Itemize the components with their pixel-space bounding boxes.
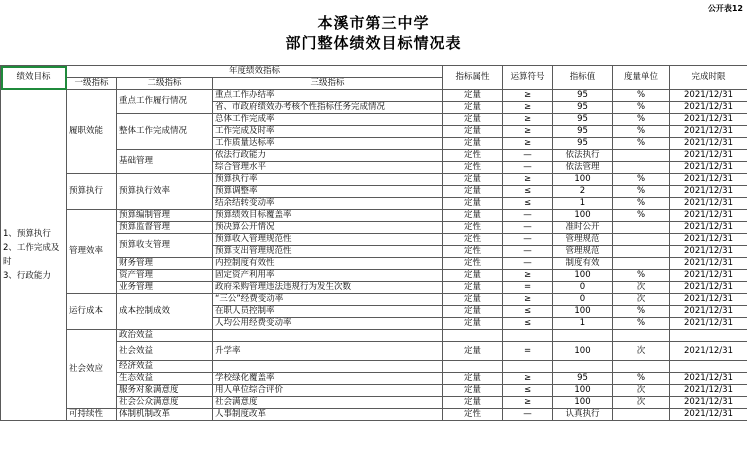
deadline-cell[interactable]: 2021/12/31 (670, 138, 747, 150)
value-cell[interactable]: 0 (553, 294, 613, 306)
operator-cell[interactable]: — (503, 150, 553, 162)
deadline-cell[interactable]: 2021/12/31 (670, 282, 747, 294)
level3-cell[interactable]: 人均公用经费变动率 (213, 318, 443, 330)
unit-cell[interactable] (613, 258, 670, 270)
operator-cell[interactable]: ≥ (503, 174, 553, 186)
table-row (1, 90, 747, 102)
value-cell[interactable]: 准时公开 (553, 222, 613, 234)
level2-cell[interactable]: 预算监督管理 (117, 222, 213, 234)
deadline-cell[interactable]: 2021/12/31 (670, 258, 747, 270)
value-cell[interactable]: 2 (553, 186, 613, 198)
attr-cell[interactable]: 定量 (443, 270, 503, 282)
operator-header[interactable]: 运算符号 (503, 66, 553, 90)
deadline-cell[interactable]: 2021/12/31 (670, 210, 747, 222)
page-title: 本溪市第三中学 (317, 14, 430, 32)
level3-cell[interactable]: 预算收入管理规范性 (213, 234, 443, 246)
level3-cell[interactable]: 重点工作办结率 (213, 90, 443, 102)
table-row (1, 330, 747, 342)
page-subtitle: 部门整体绩效目标情况表 (285, 34, 462, 52)
attr-cell[interactable]: 定量 (443, 306, 503, 318)
attr-cell[interactable]: 定量 (443, 282, 503, 294)
value-header[interactable]: 指标值 (553, 66, 613, 90)
attr-cell[interactable]: 定量 (443, 385, 503, 397)
operator-cell[interactable]: — (503, 210, 553, 222)
deadline-cell[interactable] (670, 361, 747, 373)
goal-line: 1、预算执行 (3, 229, 51, 239)
deadline-cell[interactable]: 2021/12/31 (670, 198, 747, 210)
value-cell[interactable]: 100 (553, 385, 613, 397)
operator-cell[interactable]: ≥ (503, 102, 553, 114)
operator-cell[interactable]: — (503, 162, 553, 174)
level2-cell[interactable]: 社会公众满意度 (117, 397, 213, 409)
unit-cell[interactable]: % (613, 138, 670, 150)
deadline-cell[interactable]: 2021/12/31 (670, 409, 747, 421)
unit-cell[interactable]: % (613, 198, 670, 210)
level3-cell[interactable]: 固定资产利用率 (213, 270, 443, 282)
level3-cell[interactable]: 在职人员控制率 (213, 306, 443, 318)
attr-header[interactable]: 指标属性 (443, 66, 503, 90)
value-cell[interactable]: 1 (553, 198, 613, 210)
level2-cell[interactable]: 财务管理 (117, 258, 213, 270)
performance-table (0, 65, 747, 421)
unit-cell[interactable]: % (613, 114, 670, 126)
value-cell[interactable]: 管理规范 (553, 246, 613, 258)
value-cell[interactable]: 制度有效 (553, 258, 613, 270)
operator-cell[interactable]: = (503, 282, 553, 294)
value-cell[interactable] (553, 330, 613, 342)
level2-cell[interactable]: 政治效益 (117, 330, 213, 342)
operator-cell[interactable]: ≤ (503, 318, 553, 330)
unit-cell[interactable] (613, 409, 670, 421)
level2-cell[interactable]: 服务对象满意度 (117, 385, 213, 397)
goal-header-cell[interactable]: 绩效目标 (1, 66, 67, 90)
operator-cell[interactable]: ≥ (503, 138, 553, 150)
annual-indicators-header[interactable]: 年度绩效指标 (67, 66, 443, 78)
value-cell[interactable]: 0 (553, 282, 613, 294)
value-cell[interactable]: 100 (553, 270, 613, 282)
unit-cell[interactable]: % (613, 126, 670, 138)
table-row (1, 174, 747, 186)
level3-cell[interactable]: 工作质量达标率 (213, 138, 443, 150)
level1-cell[interactable]: 社会效应 (67, 330, 117, 409)
deadline-cell[interactable]: 2021/12/31 (670, 126, 747, 138)
attr-cell[interactable]: 定量 (443, 294, 503, 306)
level1-header[interactable]: 一级指标 (67, 78, 117, 90)
deadline-cell[interactable]: 2021/12/31 (670, 270, 747, 282)
unit-cell[interactable]: 次 (613, 294, 670, 306)
level2-cell[interactable]: 预算编制管理 (117, 210, 213, 222)
unit-cell[interactable] (613, 234, 670, 246)
unit-cell[interactable] (613, 361, 670, 373)
operator-cell[interactable]: — (503, 258, 553, 270)
deadline-cell[interactable]: 2021/12/31 (670, 114, 747, 126)
level3-cell[interactable] (213, 330, 443, 342)
goal-line: 2、工作完成及时 (3, 243, 60, 267)
unit-cell[interactable] (613, 162, 670, 174)
level1-cell[interactable]: 履职效能 (67, 90, 117, 174)
deadline-cell[interactable]: 2021/12/31 (670, 234, 747, 246)
level2-cell[interactable]: 体制机制改革 (117, 409, 213, 421)
attr-cell[interactable]: 定性 (443, 246, 503, 258)
unit-cell[interactable]: % (613, 102, 670, 114)
deadline-cell[interactable]: 2021/12/31 (670, 102, 747, 114)
deadline-cell[interactable]: 2021/12/31 (670, 222, 747, 234)
level3-cell[interactable]: 预算调整率 (213, 186, 443, 198)
unit-cell[interactable]: % (613, 373, 670, 385)
attr-cell[interactable]: 定量 (443, 174, 503, 186)
level2-cell[interactable]: 社会效益 (117, 342, 213, 361)
value-cell[interactable]: 依法执行 (553, 150, 613, 162)
level2-cell[interactable]: 经济效益 (117, 361, 213, 373)
unit-cell[interactable] (613, 222, 670, 234)
deadline-cell[interactable]: 2021/12/31 (670, 318, 747, 330)
table-row (1, 409, 747, 421)
level3-cell[interactable]: 预决算公开情况 (213, 222, 443, 234)
operator-cell[interactable]: ≥ (503, 90, 553, 102)
level3-cell[interactable]: 学校绿化覆盖率 (213, 373, 443, 385)
value-cell[interactable]: 100 (553, 174, 613, 186)
attr-cell[interactable]: 定量 (443, 102, 503, 114)
deadline-cell[interactable]: 2021/12/31 (670, 373, 747, 385)
deadline-cell[interactable]: 2021/12/31 (670, 397, 747, 409)
unit-cell[interactable]: % (613, 210, 670, 222)
level3-cell[interactable]: 综合管理水平 (213, 162, 443, 174)
attr-cell[interactable]: 定量 (443, 126, 503, 138)
value-cell[interactable]: 95 (553, 373, 613, 385)
level3-cell[interactable]: 总体工作完成率 (213, 114, 443, 126)
attr-cell[interactable]: 定量 (443, 342, 503, 361)
deadline-cell[interactable]: 2021/12/31 (670, 342, 747, 361)
operator-cell[interactable]: ≤ (503, 306, 553, 318)
attr-cell[interactable]: 定性 (443, 258, 503, 270)
operator-cell[interactable]: ≥ (503, 373, 553, 385)
value-cell[interactable]: 95 (553, 90, 613, 102)
table-row (1, 294, 747, 306)
unit-cell[interactable]: % (613, 270, 670, 282)
deadline-cell[interactable]: 2021/12/31 (670, 385, 747, 397)
operator-cell[interactable]: ≤ (503, 198, 553, 210)
unit-cell[interactable] (613, 330, 670, 342)
unit-cell[interactable] (613, 150, 670, 162)
level3-cell[interactable]: 预算支出管理规范性 (213, 246, 443, 258)
value-cell[interactable]: 95 (553, 126, 613, 138)
level3-cell[interactable] (213, 361, 443, 373)
unit-cell[interactable] (613, 246, 670, 258)
value-cell[interactable] (553, 361, 613, 373)
attr-cell[interactable]: 定量 (443, 138, 503, 150)
attr-cell[interactable]: 定性 (443, 150, 503, 162)
operator-cell[interactable]: — (503, 234, 553, 246)
level3-cell[interactable]: 结余结转变动率 (213, 198, 443, 210)
attr-cell[interactable]: 定量 (443, 397, 503, 409)
level1-cell[interactable]: 运行成本 (67, 294, 117, 330)
operator-cell[interactable]: — (503, 222, 553, 234)
form-code-label: 公开表12 (707, 4, 743, 13)
level3-header[interactable]: 三级指标 (213, 78, 443, 90)
unit-cell[interactable]: % (613, 306, 670, 318)
level2-cell[interactable]: 资产管理 (117, 270, 213, 282)
deadline-cell[interactable]: 2021/12/31 (670, 306, 747, 318)
value-cell[interactable]: 100 (553, 210, 613, 222)
operator-cell[interactable]: = (503, 342, 553, 361)
level3-cell[interactable]: 省、市政府绩效办考核个性指标任务完成情况 (213, 102, 443, 114)
operator-cell[interactable]: ≥ (503, 114, 553, 126)
value-cell[interactable]: 管理规范 (553, 234, 613, 246)
goal-cell[interactable] (1, 90, 67, 421)
level1-cell[interactable]: 预算执行 (67, 174, 117, 210)
level2-cell[interactable]: 重点工作履行情况 (117, 90, 213, 114)
attr-cell[interactable]: 定性 (443, 234, 503, 246)
operator-cell[interactable]: ≤ (503, 385, 553, 397)
deadline-header[interactable]: 完成时限 (670, 66, 747, 90)
operator-cell[interactable] (503, 330, 553, 342)
level2-header[interactable]: 二级指标 (117, 78, 213, 90)
attr-cell[interactable]: 定性 (443, 162, 503, 174)
deadline-cell[interactable]: 2021/12/31 (670, 294, 747, 306)
level3-cell[interactable]: “三公”经费变动率 (213, 294, 443, 306)
level2-cell[interactable]: 预算收支管理 (117, 234, 213, 258)
level3-cell[interactable]: 政府采购管理违法违规行为发生次数 (213, 282, 443, 294)
attr-cell[interactable] (443, 330, 503, 342)
attr-cell[interactable] (443, 361, 503, 373)
operator-cell[interactable]: ≤ (503, 186, 553, 198)
attr-cell[interactable]: 定量 (443, 90, 503, 102)
goal-line: 3、行政能力 (3, 271, 51, 281)
deadline-cell[interactable]: 2021/12/31 (670, 162, 747, 174)
level3-cell[interactable]: 依法行政能力 (213, 150, 443, 162)
deadline-cell[interactable]: 2021/12/31 (670, 90, 747, 102)
unit-cell[interactable]: % (613, 90, 670, 102)
operator-cell[interactable] (503, 361, 553, 373)
value-cell[interactable]: 1 (553, 318, 613, 330)
deadline-cell[interactable]: 2021/12/31 (670, 150, 747, 162)
operator-cell[interactable]: ≥ (503, 397, 553, 409)
level3-cell[interactable]: 预算执行率 (213, 174, 443, 186)
operator-cell[interactable]: ≥ (503, 294, 553, 306)
value-cell[interactable]: 95 (553, 138, 613, 150)
attr-cell[interactable]: 定性 (443, 222, 503, 234)
operator-cell[interactable]: ≥ (503, 270, 553, 282)
unit-cell[interactable]: % (613, 186, 670, 198)
unit-cell[interactable]: 次 (613, 282, 670, 294)
level2-cell[interactable]: 预算执行效率 (117, 174, 213, 210)
unit-cell[interactable]: 次 (613, 397, 670, 409)
level3-cell[interactable]: 预算绩效目标覆盖率 (213, 210, 443, 222)
value-cell[interactable]: 100 (553, 342, 613, 361)
table-row (1, 210, 747, 222)
attr-cell[interactable]: 定量 (443, 186, 503, 198)
deadline-cell[interactable]: 2021/12/31 (670, 186, 747, 198)
deadline-cell[interactable]: 2021/12/31 (670, 246, 747, 258)
operator-cell[interactable]: — (503, 246, 553, 258)
level3-cell[interactable]: 社会满意度 (213, 397, 443, 409)
unit-cell[interactable]: 次 (613, 385, 670, 397)
value-cell[interactable]: 95 (553, 114, 613, 126)
unit-cell[interactable]: % (613, 174, 670, 186)
level3-cell[interactable]: 升学率 (213, 342, 443, 361)
operator-cell[interactable]: — (503, 409, 553, 421)
level3-cell[interactable]: 工作完成及时率 (213, 126, 443, 138)
attr-cell[interactable]: 定量 (443, 373, 503, 385)
unit-cell[interactable]: % (613, 318, 670, 330)
level1-cell[interactable]: 管理效率 (67, 210, 117, 294)
deadline-cell[interactable]: 2021/12/31 (670, 174, 747, 186)
value-cell[interactable]: 100 (553, 306, 613, 318)
value-cell[interactable]: 100 (553, 397, 613, 409)
value-cell[interactable]: 依法管理 (553, 162, 613, 174)
deadline-cell[interactable] (670, 330, 747, 342)
unit-cell[interactable]: 次 (613, 342, 670, 361)
level2-cell[interactable]: 业务管理 (117, 282, 213, 294)
attr-cell[interactable]: 定性 (443, 409, 503, 421)
level3-cell[interactable]: 用人单位综合评价 (213, 385, 443, 397)
level2-cell[interactable]: 生态效益 (117, 373, 213, 385)
level1-cell[interactable]: 可持续性 (67, 409, 117, 421)
attr-cell[interactable]: 定量 (443, 114, 503, 126)
level2-cell[interactable]: 整体工作完成情况 (117, 114, 213, 150)
value-cell[interactable]: 认真执行 (553, 409, 613, 421)
level2-cell[interactable]: 基础管理 (117, 150, 213, 174)
attr-cell[interactable]: 定量 (443, 318, 503, 330)
level3-cell[interactable]: 内控制度有效性 (213, 258, 443, 270)
value-cell[interactable]: 95 (553, 102, 613, 114)
attr-cell[interactable]: 定量 (443, 198, 503, 210)
level2-cell[interactable]: 成本控制成效 (117, 294, 213, 330)
operator-cell[interactable]: ≥ (503, 126, 553, 138)
level3-cell[interactable]: 人事制度改革 (213, 409, 443, 421)
attr-cell[interactable]: 定量 (443, 210, 503, 222)
unit-header[interactable]: 度量单位 (613, 66, 670, 90)
